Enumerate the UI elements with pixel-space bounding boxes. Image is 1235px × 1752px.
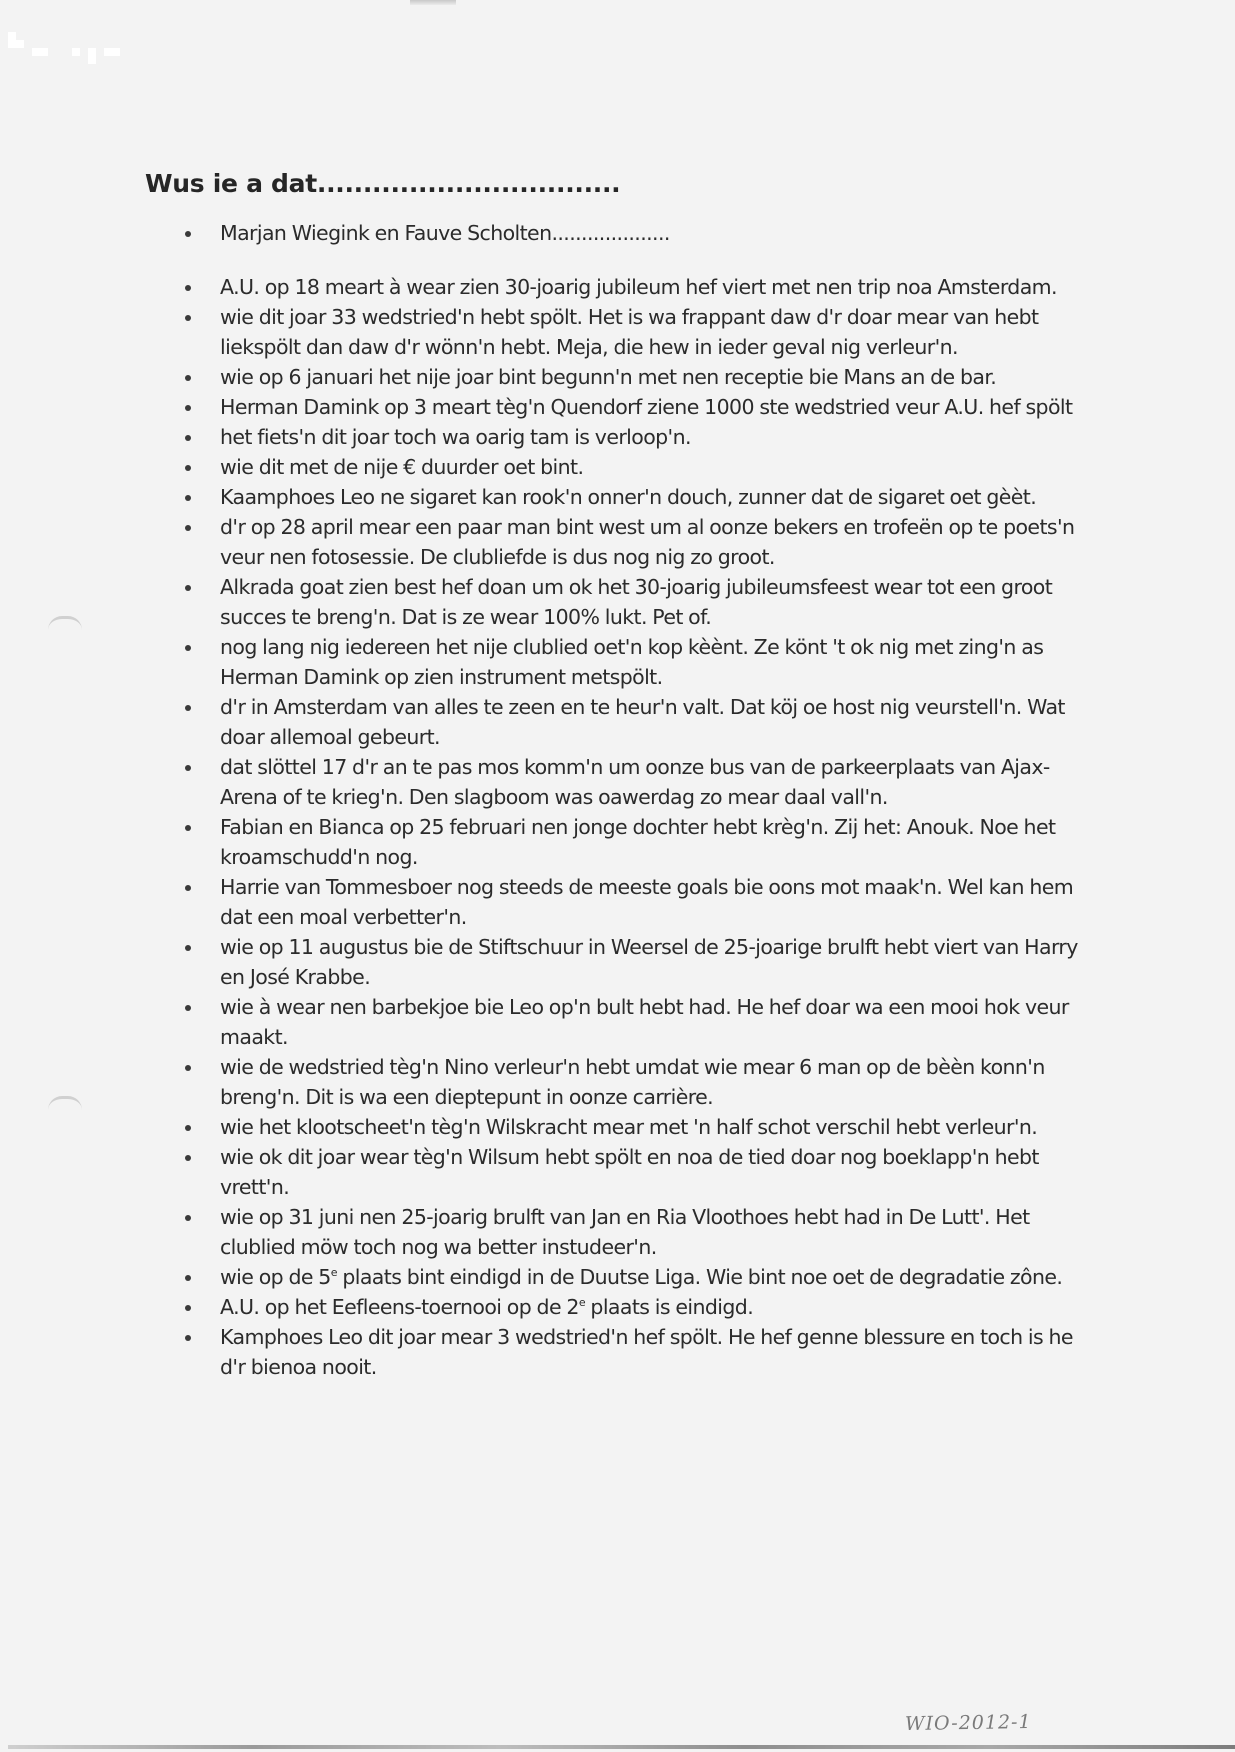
list-item-text: wie op 6 januari het nije joar bint begunn'n met nen receptie bie Mans an de bar. (220, 365, 997, 389)
list-item (180, 422, 1100, 452)
bullet-icon (185, 525, 191, 531)
list-item (180, 452, 1100, 482)
list-item-text: wie dit met de nije € duurder oet bint. (220, 455, 584, 479)
list-item-text: A.U. op 18 meart à wear zien 30-joarig jubileum hef viert met nen trip noa Amsterdam. (220, 275, 1057, 299)
bullet-icon (185, 585, 191, 591)
list-item (180, 218, 1100, 248)
bullet-icon (185, 945, 191, 951)
list-item-text: A.U. op het Eefleens-toernooi op de 2 (220, 1295, 579, 1319)
list-item-text: het fiets'n dit joar toch wa oarig tam is verloop'n. (220, 425, 691, 449)
punch-hole-mark (48, 1096, 82, 1119)
list-item (180, 1292, 1100, 1322)
list-item-text: wie het klootscheet'n tèg'n Wilskracht mear met 'n half schot verschil hebt verleur'n. (220, 1115, 1038, 1139)
bullet-icon (185, 1275, 191, 1281)
list-item-text: Alkrada goat zien best hef doan um ok het 30-joarig jubileumsfeest wear tot een groot succes te breng'n. Dat is ze wear 100% lukt. Pet of. (220, 575, 1053, 629)
bullet-icon (185, 885, 191, 891)
list-item (180, 392, 1100, 422)
list-item (180, 572, 1100, 632)
list-item (180, 992, 1100, 1052)
list-item-text: wie op 31 juni nen 25-joarig brulft van Jan en Ria Vloothoes hebt had in De Lutt'. Het clublied möw toch nog wa better instudeer'n. (220, 1205, 1030, 1259)
list-item-text: Kamphoes Leo dit joar mear 3 wedstried'n hef spölt. He hef genne blessure en toch is he d'r bienoa nooit. (220, 1325, 1073, 1379)
punch-hole-mark (48, 616, 82, 639)
bullet-icon (185, 825, 191, 831)
list-item-text: wie op de 5 (220, 1265, 331, 1289)
list-item-text: wie de wedstried tèg'n Nino verleur'n hebt umdat wie mear 6 man op de bèèn konn'n breng'n. Dit is wa een dieptepunt in oonze carrière. (220, 1055, 1045, 1109)
list-item (180, 692, 1100, 752)
bullet-icon (185, 1065, 191, 1071)
bullet-icon (185, 1305, 191, 1311)
list-item (180, 1322, 1100, 1382)
bullet-icon (185, 495, 191, 501)
bullet-icon (185, 405, 191, 411)
list-item (180, 932, 1100, 992)
bullet-icon (185, 285, 191, 291)
bullet-icon (185, 645, 191, 651)
list-item-text: plaats is eindigd. (585, 1295, 754, 1319)
list-item-text: Fabian en Bianca op 25 februari nen jonge dochter hebt krèg'n. Zij het: Anouk. Noe het kroamschudd'n nog. (220, 815, 1056, 869)
list-item-text: nog lang nig iedereen het nije clublied oet'n kop kèènt. Ze könt 't ok nig met zing'n as Herman Damink op zien instrument metspölt. (220, 635, 1044, 689)
list-item-text: wie op 11 augustus bie de Stiftschuur in Weersel de 25-joarige brulft hebt viert van Harry en José Krabbe. (220, 935, 1078, 989)
list-item-text: wie à wear nen barbekjoe bie Leo op'n bult hebt had. He hef doar wa een mooi hok veur maakt. (220, 995, 1069, 1049)
list-item-text: Kaamphoes Leo ne sigaret kan rook'n onner'n douch, zunner dat de sigaret oet gèèt. (220, 485, 1037, 509)
scan-edge-line (8, 1745, 1235, 1749)
list-item (180, 1202, 1100, 1262)
bullet-icon (185, 435, 191, 441)
list-item-text: wie ok dit joar wear tèg'n Wilsum hebt spölt en noa de tied doar nog boeklapp'n hebt vrett'n. (220, 1145, 1039, 1199)
list-item-text: wie dit joar 33 wedstried'n hebt spölt. Het is wa frappant daw d'r doar mear van hebt liekspölt dan daw d'r wönn'n hebt. Meja, die hew in ieder geval nig verleur'n. (220, 305, 1039, 359)
bullet-icon (185, 705, 191, 711)
list-item (180, 1142, 1100, 1202)
list-item (180, 1112, 1100, 1142)
ordinal-suffix: e (330, 1266, 337, 1280)
list-item-text: Herman Damink op 3 meart tèg'n Quendorf ziene 1000 ste wedstried veur A.U. hef spölt (220, 395, 1073, 419)
scan-artifact-corner (8, 32, 120, 66)
bullet-icon (185, 1155, 191, 1161)
handwritten-archive-code: WIO-2012-1 (904, 1710, 1032, 1736)
bullet-icon (185, 1215, 191, 1221)
list-item (180, 812, 1100, 872)
list-item (180, 632, 1100, 692)
list-item-text: d'r op 28 april mear een paar man bint west um al oonze bekers en trofeën op te poets'n veur nen fotosessie. De clubliefde is dus nog nig zo groot. (220, 515, 1075, 569)
list-item (180, 1052, 1100, 1112)
list-item (180, 272, 1100, 302)
list-item-text: plaats bint eindigd in de Duutse Liga. Wie bint noe oet de degradatie zône. (336, 1265, 1063, 1289)
list-item (180, 1262, 1100, 1292)
list-item (180, 302, 1100, 362)
list-item-text: Marjan Wiegink en Fauve Scholten.................... (220, 221, 670, 245)
page-title: Wus ie a dat................................. (145, 168, 621, 198)
list-item-text: dat slöttel 17 d'r an te pas mos komm'n um oonze bus van de parkeerplaats van Ajax-Arena of te krieg'n. Den slagboom was oawerdag zo mear daal vall'n. (220, 755, 1050, 809)
bullet-list (180, 218, 1100, 1382)
scan-artifact-top (410, 0, 456, 5)
list-item-text: d'r in Amsterdam van alles te zeen en te heur'n valt. Dat köj oe host nig veurstell'n. Wat doar allemoal gebeurt. (220, 695, 1065, 749)
bullet-icon (185, 315, 191, 321)
list-item (180, 362, 1100, 392)
bullet-icon (185, 465, 191, 471)
list-item (180, 482, 1100, 512)
list-item (180, 512, 1100, 572)
list-item (180, 752, 1100, 812)
bullet-icon (185, 765, 191, 771)
bullet-icon (185, 231, 191, 237)
bullet-icon (185, 375, 191, 381)
bullet-icon (185, 1335, 191, 1341)
list-item-text: Harrie van Tommesboer nog steeds de meeste goals bie oons mot maak'n. Wel kan hem dat een moal verbetter'n. (220, 875, 1074, 929)
list-item (180, 872, 1100, 932)
bullet-icon (185, 1005, 191, 1011)
ordinal-suffix: e (578, 1296, 585, 1310)
bullet-icon (185, 1125, 191, 1131)
